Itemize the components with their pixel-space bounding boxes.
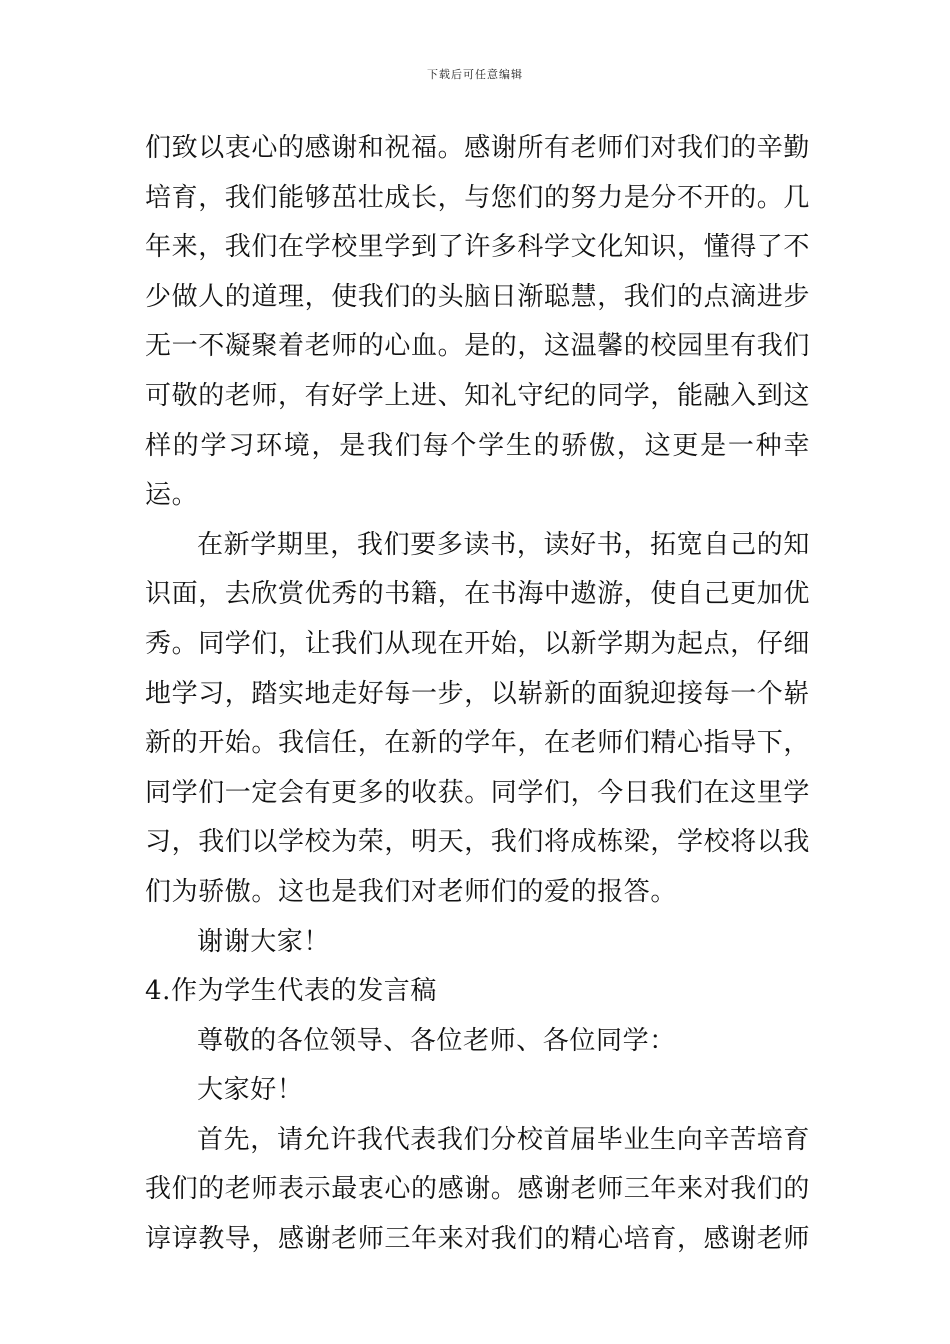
- paragraph-greeting: 大家好！: [197, 1075, 304, 1106]
- paragraph-thanks-continued: 们致以衷心的感谢和祝福。感谢所有老师们对我们的辛勤培育，我们能够茁壮成长，与您们的努力是分不开的。几年来，我们在学校里学到了许多科学文化知识，懂得了不少做人的道理，使我们的头脑日渐聪慧，我们的点滴进步无一不凝聚着老师的心血。是的，这温馨的校园里有我们可敬的老师，有好学上进、知礼守纪的同学，能融入到这样的学习环境，是我们每个学生的骄傲，这更是一种幸运。: [145, 133, 811, 511]
- paragraph-opening: 首先，请允许我代表我们分校首届毕业生向辛苦培育我们的老师表示最衷心的感谢。感谢老师三年来对我们的谆谆教导，感谢老师三年来对我们的精心培育，感谢老师: [145, 1124, 811, 1255]
- section-heading: 4.作为学生代表的发言稿: [145, 976, 438, 1007]
- page-header: 下载后可任意编辑: [427, 68, 523, 81]
- paragraph-salutation: 尊敬的各位领导、各位老师、各位同学：: [197, 1025, 676, 1056]
- paragraph-new-semester: 在新学期里，我们要多读书，读好书，拓宽自己的知识面，去欣赏优秀的书籍，在书海中遨游，使自己更加优秀。同学们，让我们从现在开始，以新学期为起点，仔细地学习，踏实地走好每一步，以崭新的面貌迎接每一个崭新的开始。我信任，在新的学年，在老师们精心指导下，同学们一定会有更多的收获。同学们，今日我们在这里学习，我们以学校为荣，明天，我们将成栋梁，学校将以我们为骄傲。这也是我们对老师们的爱的报答。: [145, 529, 811, 907]
- paragraph-closing-thanks: 谢谢大家！: [197, 926, 331, 957]
- document-body: [145, 124, 810, 1265]
